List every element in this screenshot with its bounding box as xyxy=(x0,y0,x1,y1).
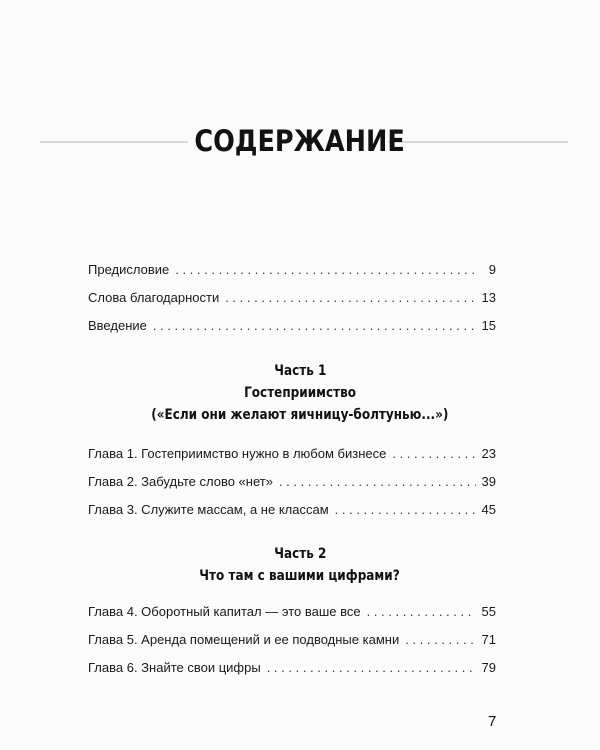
toc-leader-dots xyxy=(267,660,476,675)
toc-entry-page: 13 xyxy=(481,290,496,305)
toc-entry-label: Глава 6. Знайте свои цифры xyxy=(88,660,261,675)
toc-leader-dots xyxy=(367,604,476,619)
page-title: СОДЕРЖАНИЕ xyxy=(194,124,406,158)
toc-leader-dots xyxy=(405,632,475,647)
toc-entry-introduction xyxy=(88,318,496,338)
toc-entry-label: Слова благодарности xyxy=(88,290,220,305)
toc-entry-chapter-3 xyxy=(88,502,496,522)
toc-leader-dots xyxy=(153,318,476,333)
title-rule-left xyxy=(40,141,188,143)
toc-leader-dots xyxy=(225,290,475,305)
toc-entry-page: 55 xyxy=(481,604,496,619)
toc-entry-label: Глава 1. Гостеприимство нужно в любом бизнесе xyxy=(88,446,387,461)
toc-entry-chapter-1 xyxy=(88,446,496,466)
toc-entry-chapter-4 xyxy=(88,604,496,624)
title-row xyxy=(0,118,600,164)
part-2-label: Часть 2 xyxy=(273,546,327,562)
page-number: 7 xyxy=(488,713,497,730)
toc-entry-page: 15 xyxy=(481,318,496,333)
toc-entry-label: Глава 2. Забудьте слово «нет» xyxy=(88,474,273,489)
toc-entry-page: 45 xyxy=(481,502,496,517)
toc-entry-page: 39 xyxy=(481,474,496,489)
toc-entry-label: Глава 3. Служите массам, а не классам xyxy=(88,502,329,517)
toc-entry-label: Глава 5. Аренда помещений и ее подводные камни xyxy=(88,632,400,647)
toc-entry-acknowledgements xyxy=(88,290,496,310)
toc-entry-page: 71 xyxy=(481,632,496,647)
toc-entry-label: Введение xyxy=(88,318,147,333)
title-rule-right xyxy=(388,141,568,143)
toc-entry-page: 9 xyxy=(488,262,496,277)
toc-entry-chapter-6 xyxy=(88,660,496,680)
toc-entry-page: 23 xyxy=(481,446,496,461)
part-1-label: Часть 1 xyxy=(273,363,327,379)
toc-entry-chapter-5 xyxy=(88,632,496,652)
toc-leader-dots xyxy=(392,446,475,461)
toc-entry-chapter-2 xyxy=(88,474,496,494)
toc-entry-label: Предисловие xyxy=(88,262,170,277)
toc-entry-label: Глава 4. Оборотный капитал — это ваше все xyxy=(88,604,361,619)
toc-leader-dots xyxy=(335,502,476,517)
toc-leader-dots xyxy=(279,474,476,489)
part-2-title: Что там с вашими цифрами? xyxy=(199,568,401,584)
toc-entry-page: 79 xyxy=(481,660,496,675)
part-1-subtitle: («Если они желают яичницу-болтунью...») xyxy=(151,407,449,423)
toc-entry-preface xyxy=(88,262,496,282)
toc-leader-dots xyxy=(175,262,476,277)
part-1-title: Гостеприимство xyxy=(244,385,356,401)
